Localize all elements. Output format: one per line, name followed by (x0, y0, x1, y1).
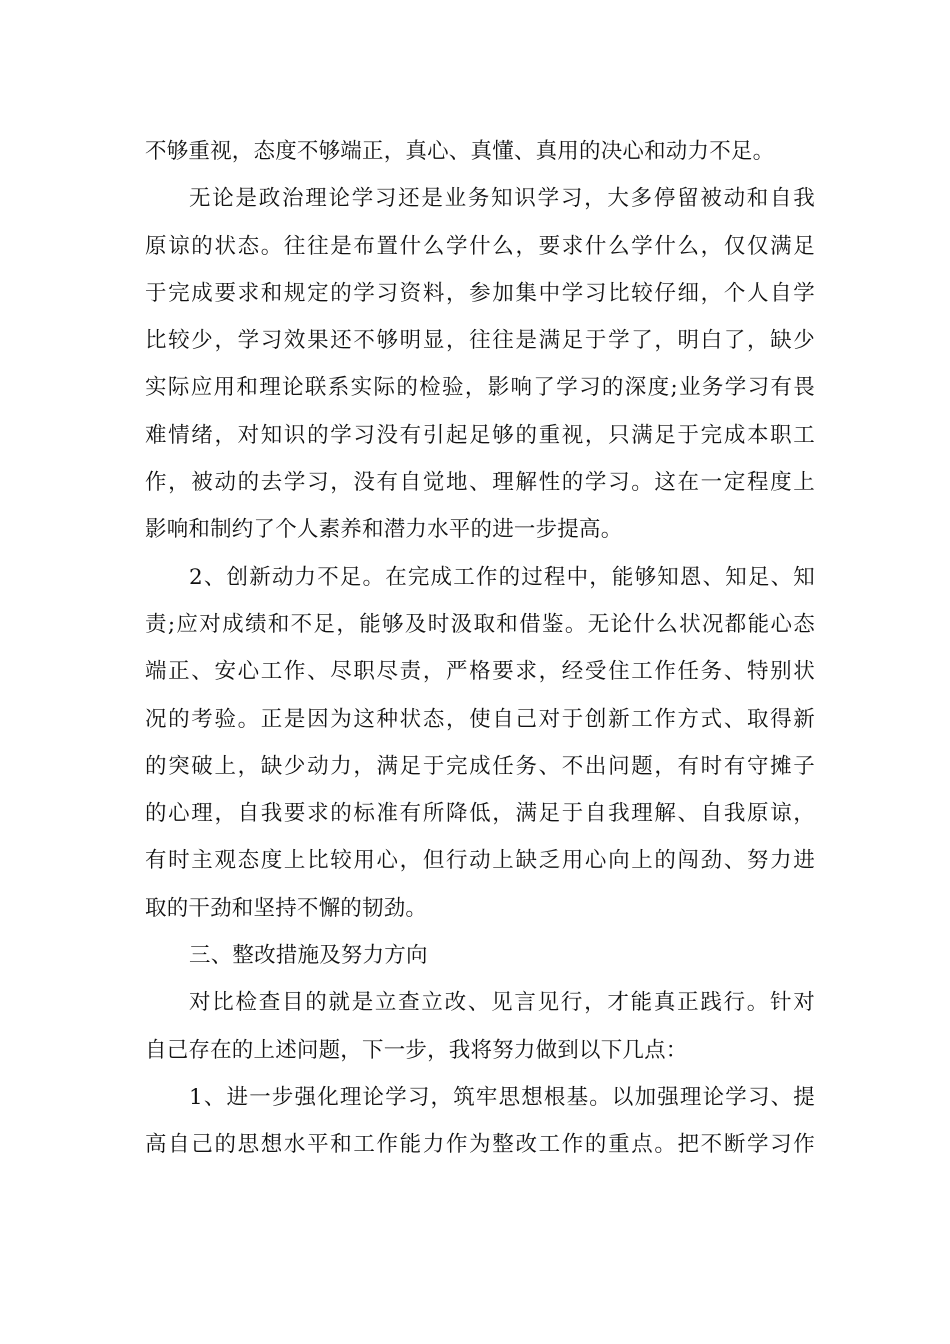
text-line: 原谅的状态。往往是布置什么学什么，要求什么学什么，仅仅满足 (145, 233, 815, 259)
text-line: 取的干劲和坚持不懈的韧劲。 (145, 895, 428, 921)
text-line: 无论是政治理论学习还是业务知识学习，大多停留被动和自我 (189, 186, 815, 212)
text-line: 2、创新动力不足。在完成工作的过程中，能够知恩、知足、知 (189, 564, 815, 590)
text-line: 有时主观态度上比较用心，但行动上缺乏用心向上的闯劲、努力进 (145, 848, 815, 874)
text-line: 自己存在的上述问题，下一步，我将努力做到以下几点： (145, 1037, 688, 1063)
body-text (145, 128, 815, 1169)
text-line: 作，被动的去学习，没有自觉地、理解性的学习。这在一定程度上 (145, 470, 815, 496)
text-line: 比较少，学习效果还不够明显，往往是满足于学了，明白了，缺少 (145, 328, 815, 354)
text-line: 况的考验。正是因为这种状态，使自己对于创新工作方式、取得新 (145, 706, 815, 732)
text-line: 的心理，自我要求的标准有所降低，满足于自我理解、自我原谅， (145, 801, 815, 827)
text-line: 影响和制约了个人素养和潜力水平的进一步提高。 (145, 517, 623, 543)
text-line: 责;应对成绩和不足，能够及时汲取和借鉴。无论什么状况都能心态 (145, 611, 815, 637)
text-line: 于完成要求和规定的学习资料，参加集中学习比较仔细，个人自学 (145, 280, 815, 306)
text-line: 高自己的思想水平和工作能力作为整改工作的重点。把不断学习作 (145, 1132, 815, 1158)
text-line: 难情绪，对知识的学习没有引起足够的重视，只满足于完成本职工 (145, 422, 815, 448)
text-line: 的突破上，缺少动力，满足于完成任务、不出问题，有时有守摊子 (145, 753, 815, 779)
text-line: 端正、安心工作、尽职尽责，严格要求，经受住工作任务、特别状 (145, 659, 815, 685)
text-line: 实际应用和理论联系实际的检验，影响了学习的深度;业务学习有畏 (145, 375, 815, 401)
text-line: 不够重视，态度不够端正，真心、真懂、真用的决心和动力不足。 (145, 139, 775, 164)
text-line: 对比检查目的就是立查立改、见言见行，才能真正践行。针对 (189, 990, 815, 1016)
text-line: 1、进一步强化理论学习，筑牢思想根基。以加强理论学习、提 (189, 1084, 815, 1110)
text-line: 三、整改措施及努力方向 (189, 943, 428, 969)
